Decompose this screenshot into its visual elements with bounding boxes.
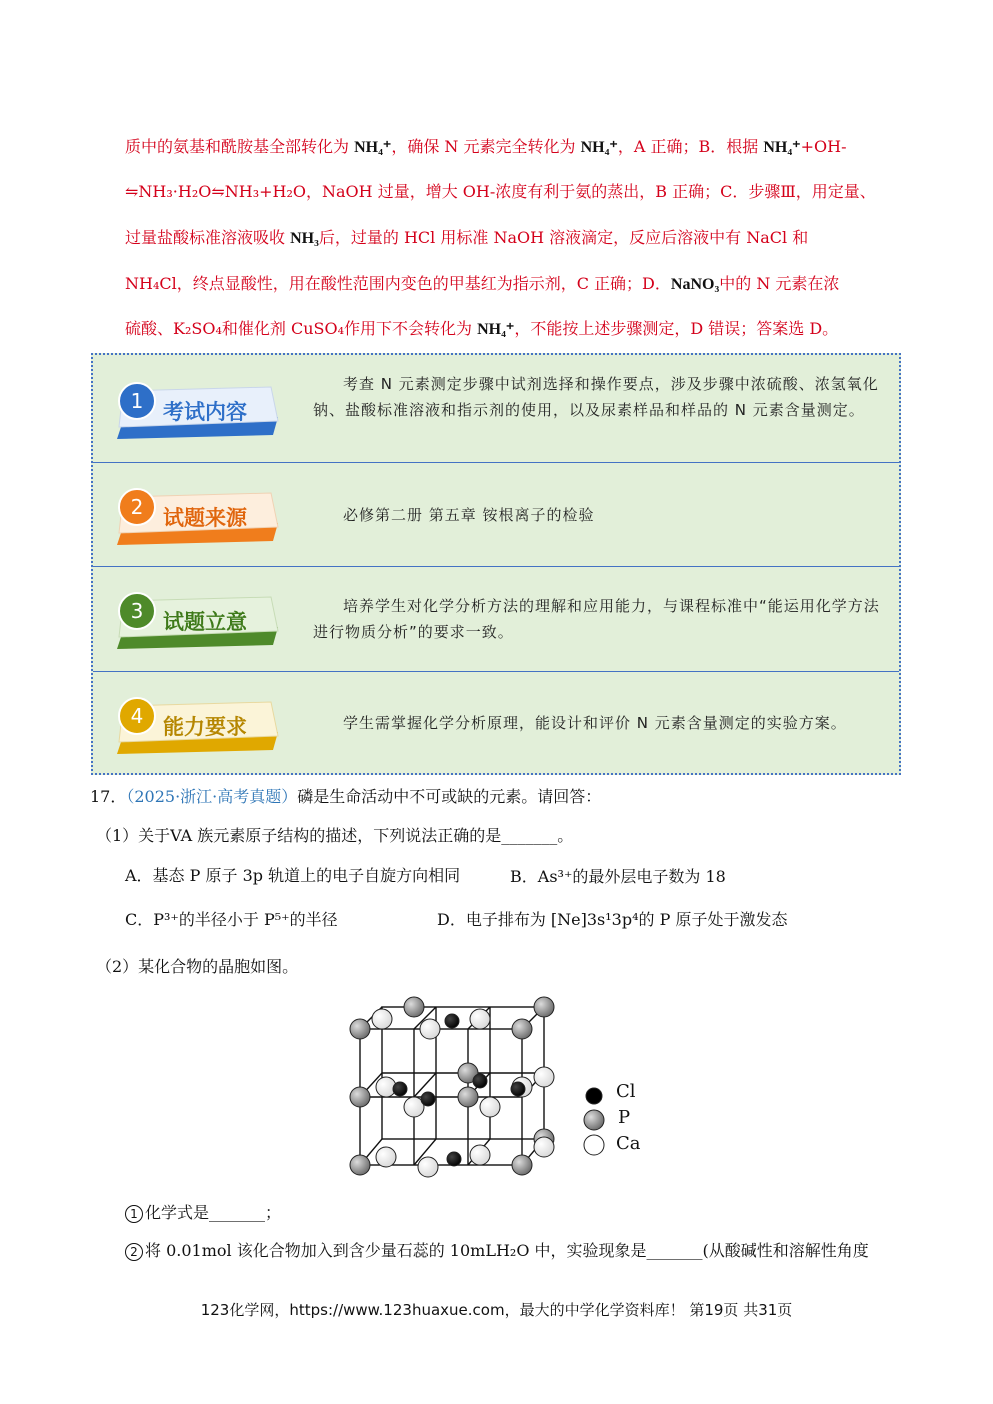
sub-question-2-text: 将 0.01mol 该化合物加入到含少量石蕊的 10mLH₂O 中，实验现象是_______(从酸碱性和溶解性角度	[145, 1241, 869, 1260]
legend-p-swatch	[584, 1110, 604, 1130]
badge-intent	[113, 587, 283, 647]
answer-text: 中的 N 元素在浓	[719, 274, 840, 293]
panel-row-4	[93, 671, 899, 774]
badge-1-graphic	[113, 377, 283, 439]
badge-1-label: 考试内容	[163, 400, 247, 424]
badge-3-graphic	[113, 587, 283, 649]
badge-2-graphic	[113, 483, 283, 545]
badge-exam-content	[113, 377, 283, 437]
badge-4-num: 4	[130, 704, 144, 728]
option-d: D．电子排布为 [Ne]3s¹3p⁴的 P 原子处于激发态	[437, 910, 788, 929]
panel-text-1: 考查 N 元素测定步骤中试剂选择和操作要点，涉及步骤中浓硫酸、浓氢氧化钠、盐酸标准溶液和指示剂的使用，以及尿素样品和样品的 N 元素含量测定。	[313, 375, 879, 419]
answer-line-1	[125, 137, 895, 158]
answer-line-4	[125, 274, 895, 295]
badge-ability	[113, 692, 283, 752]
panel-row-3	[93, 566, 899, 672]
question-part-1: （1）关于VA 族元素原子结构的描述，下列说法正确的是_______。	[96, 826, 574, 845]
sub-question-1-text: 化学式是_______；	[145, 1203, 282, 1222]
panel-text-4: 学生需掌握化学分析原理，能设计和评价 N 元素含量测定的实验方案。	[343, 714, 847, 732]
badge-source	[113, 483, 283, 543]
answer-text: 后，过量的 HCl 用标准 NaOH 溶液滴定，反应后溶液中有 NaCl 和	[318, 228, 809, 247]
sub-question-2	[125, 1240, 869, 1262]
answer-text: ，确保 N 元素完全转化为	[391, 137, 581, 156]
panel-text-2: 必修第二册 第五章 铵根离子的检验	[343, 506, 595, 524]
panel-row-2	[93, 462, 899, 567]
formula: NH₄⁺	[580, 139, 618, 156]
answer-text: ，不能按上述步骤测定，D 错误；答案选 D。	[514, 319, 839, 338]
answer-line-5	[125, 319, 895, 340]
answer-text: ，A 正确；B．根据	[617, 137, 764, 156]
badge-1-num: 1	[130, 389, 144, 413]
question-stem: 磷是生命活动中不可或缺的元素。请回答：	[297, 787, 602, 806]
formula: NaNO₃	[670, 276, 720, 293]
badge-3-label: 试题立意	[163, 610, 247, 634]
answer-text: ⇋NH₃·H₂O⇋NH₃+H₂O，NaOH 过量，增大 OH-浓度有利于氨的蒸出，B 正确；C．步骤Ⅲ，用定量、	[125, 182, 876, 201]
badge-2-label: 试题来源	[163, 506, 247, 530]
badge-4-graphic	[113, 692, 283, 754]
page-footer: 123化学网，https://www.123huaxue.com，最大的中学化学资料库！ 第19页 共31页	[200, 1301, 793, 1319]
sub-question-1	[125, 1202, 281, 1224]
badge-4-label: 能力要求	[163, 715, 247, 739]
formula: NH₄⁺	[477, 321, 515, 338]
answer-line-2	[125, 182, 895, 202]
question-part-2: （2）某化合物的晶胞如图。	[96, 957, 299, 976]
legend-cl-label: Cl	[616, 1081, 636, 1102]
answer-text: NH₄Cl，终点显酸性，用在酸性范围内变色的甲基红为指示剂，C 正确；D．	[125, 274, 671, 293]
legend-swatches	[582, 1082, 606, 1162]
question-17-header	[90, 786, 601, 808]
analysis-panel	[91, 353, 901, 775]
formula: NH₃	[290, 230, 319, 247]
badge-2-num: 2	[130, 495, 144, 519]
option-b: B．As³⁺的最外层电子数为 18	[510, 867, 726, 886]
answer-text: 硫酸、K₂SO₄和催化剂 CuSO₄作用下不会转化为	[125, 319, 478, 338]
question-source: （2025·浙江·高考真题）	[126, 787, 298, 806]
answer-text: 质中的氨基和酰胺基全部转化为	[125, 137, 355, 156]
panel-row-1	[93, 355, 899, 462]
legend-ca-swatch	[584, 1135, 604, 1155]
option-c: C．P³⁺的半径小于 P⁵⁺的半径	[125, 910, 338, 929]
question-number: 17．	[90, 787, 127, 806]
legend-cl-swatch	[586, 1088, 602, 1104]
option-a: A．基态 P 原子 3p 轨道上的电子自旋方向相同	[125, 866, 461, 885]
answer-line-3	[125, 228, 895, 249]
circled-number-2: 2	[125, 1243, 143, 1261]
circled-number-1: 1	[125, 1205, 143, 1223]
answer-text: +OH-	[800, 137, 847, 156]
answer-text: 过量盐酸标准溶液吸收	[125, 228, 291, 247]
legend-ca-label: Ca	[616, 1133, 641, 1154]
panel-text-3: 培养学生对化学分析方法的理解和应用能力，与课程标准中“能运用化学方法进行物质分析”的要求一致。	[313, 597, 880, 641]
formula: NH₄⁺	[763, 139, 801, 156]
badge-3-num: 3	[130, 599, 144, 623]
formula: NH₄⁺	[354, 139, 392, 156]
legend-p-label: P	[618, 1107, 631, 1128]
atoms	[350, 997, 554, 1177]
